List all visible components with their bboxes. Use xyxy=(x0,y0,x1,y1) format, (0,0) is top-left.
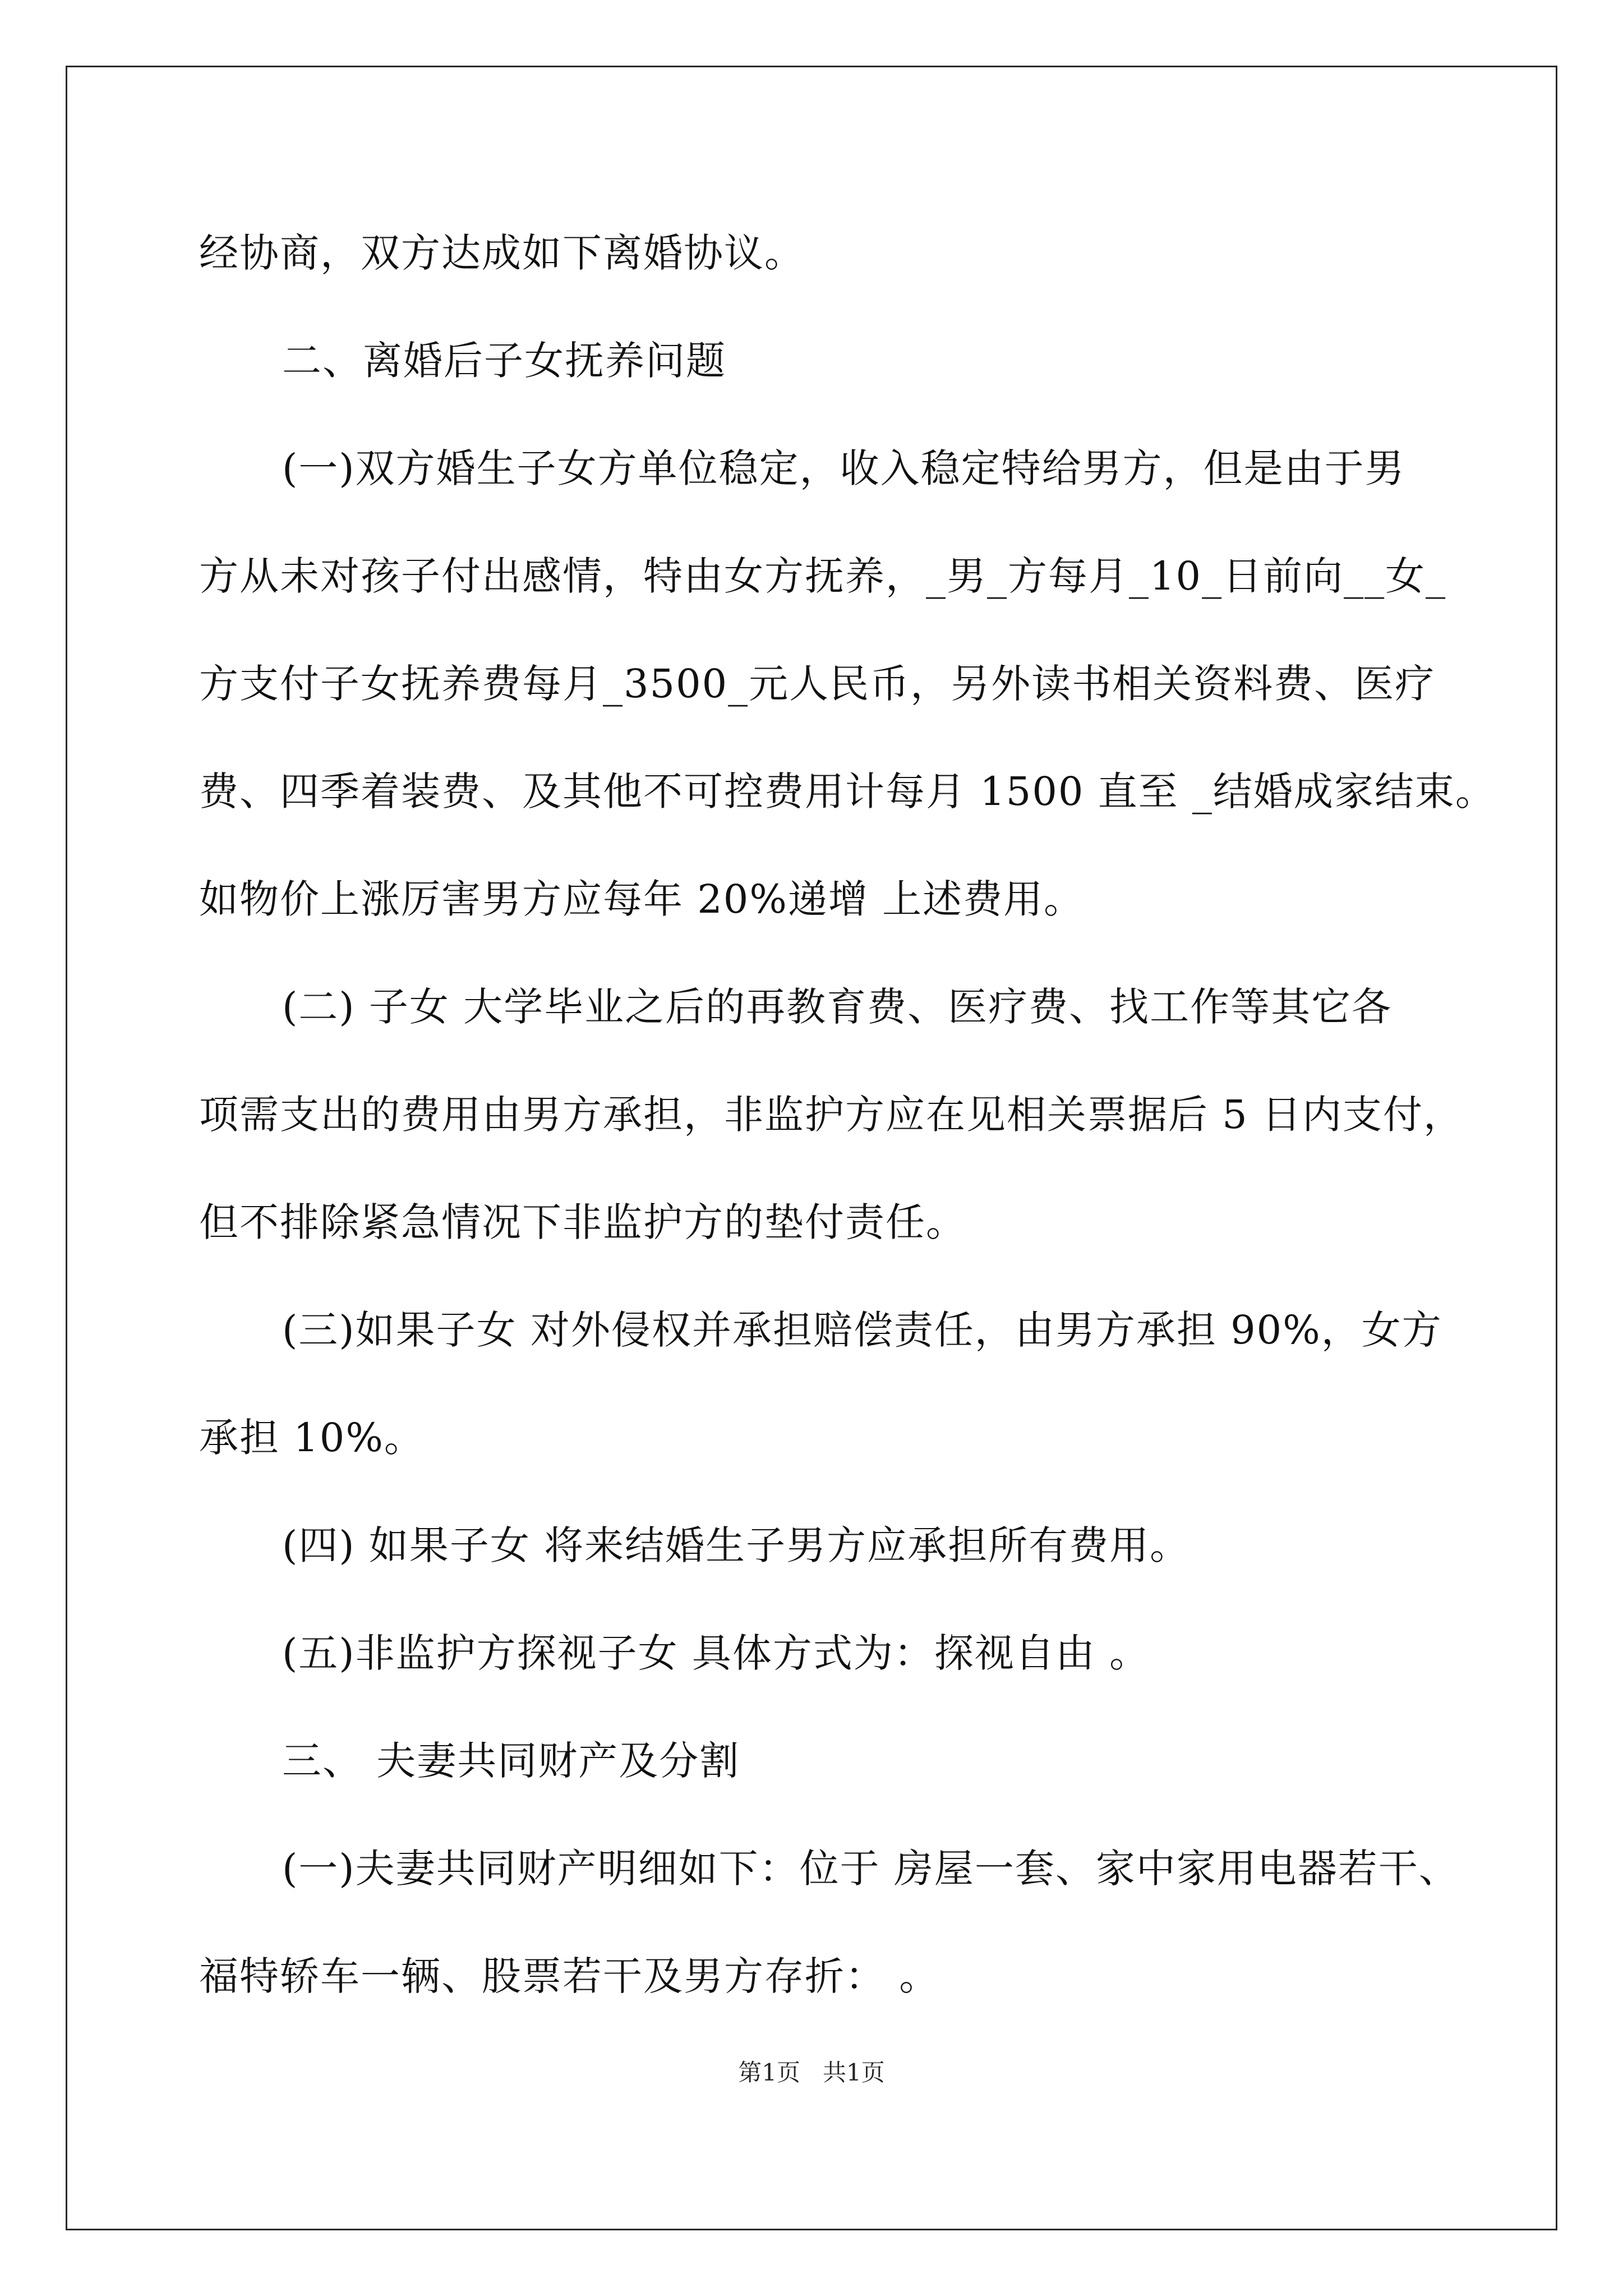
paragraph-line: 但不排除紧急情况下非监护方的垫付责任。 xyxy=(199,1199,966,1245)
paragraph-line: (五)非监护方探视子女 具体方式为：探视自由 。 xyxy=(282,1630,1150,1676)
paragraph-line: 费、四季着装费、及其他不可控费用计每月 1500 直至 _结婚成家结束。 xyxy=(199,769,1496,815)
paragraph-line: (四) 如果子女 将来结婚生子男方应承担所有费用。 xyxy=(282,1522,1191,1568)
paragraph-line: (三)如果子女 对外侵权并承担赔偿责任，由男方承担 90%，女方 xyxy=(282,1307,1442,1353)
section-heading-child-custody: 二、离婚后子女抚养问题 xyxy=(282,338,726,384)
document-body xyxy=(199,199,1496,2030)
paragraph-line: 福特轿车一辆、股票若干及男方存折： 。 xyxy=(199,1953,940,1999)
paragraph-line: (一)双方婚生子女方单位稳定，收入稳定特给男方，但是由于男 xyxy=(282,445,1405,491)
section-heading-common-property: 三、 夫妻共同财产及分割 xyxy=(282,1738,740,1784)
paragraph-line: 方从未对孩子付出感情，特由女方抚养，_男_方每月_10_日前向__女_ xyxy=(199,553,1447,599)
paragraph-line: (二) 子女 大学毕业之后的再教育费、医疗费、找工作等其它各 xyxy=(282,984,1393,1030)
paragraph-line: 如物价上涨厉害男方应每年 20%递增 上述费用。 xyxy=(199,876,1085,922)
paragraph-line: (一)夫妻共同财产明细如下：位于 房屋一套、家中家用电器若干、 xyxy=(282,1846,1459,1892)
paragraph-line: 承担 10%。 xyxy=(199,1415,425,1461)
paragraph-line: 项需支出的费用由男方承担，非监护方应在见相关票据后 5 日内支付， xyxy=(199,1092,1464,1138)
paragraph-line-intro: 经协商，双方达成如下离婚协议。 xyxy=(199,230,805,276)
paragraph-line: 方支付子女抚养费每月_3500_元人民币，另外读书相关资料费、医疗 xyxy=(199,661,1436,707)
page-number-footer: 第1页 共1页 xyxy=(738,2059,885,2086)
